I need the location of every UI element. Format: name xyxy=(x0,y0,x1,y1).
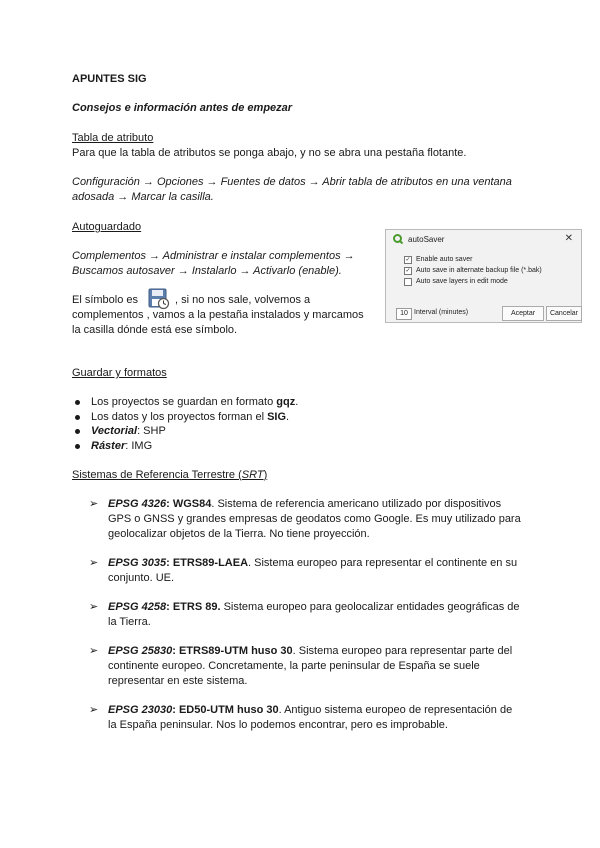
symbol-line2: complementos , vamos a la pestaña instalados y marcamos xyxy=(72,309,364,321)
list-item: ➢ EPSG 23030: ED50-UTM huso 30. Antiguo sistema europeo de representación de la España peninsular. Nos lo podemos encontrar, pero es improbable. xyxy=(89,704,513,731)
bullet-icon xyxy=(75,415,80,420)
list-item: ➢ EPSG 25830: ETRS89-UTM huso 30. Sistema europeo para representar parte del continente europeo. Concretamente, la parte peninsular de España se suele representar en este sistema. xyxy=(89,645,513,687)
symbol-text-b: , si no nos sale, volvemos a xyxy=(175,294,311,306)
list-item: Los datos y los proyectos forman el SIG. xyxy=(91,410,289,425)
dialog-title: autoSaver xyxy=(408,235,445,244)
tabla-text: Para que la tabla de atributos se ponga abajo, y no se abra una pestaña flotante. xyxy=(72,147,467,159)
interval-label: Interval (minutes) xyxy=(414,309,469,316)
tabla-path-line2: adosada → Marcar la casilla. xyxy=(72,191,214,203)
autosaver-dialog xyxy=(385,229,582,323)
arrow-bullet-icon: ➢ xyxy=(89,601,99,613)
autoguardado-heading: Autoguardado xyxy=(72,221,142,233)
list-item: Los proyectos se guardan en formato gqz. xyxy=(91,395,298,410)
close-icon[interactable]: ✕ xyxy=(564,233,573,244)
checkbox-checked-icon[interactable]: ✓ xyxy=(405,256,411,263)
checkbox-checked-icon[interactable]: ✓ xyxy=(405,267,411,274)
list-item: ➢ EPSG 3035: ETRS89-LAEA. Sistema europeo para representar el continente en su conjunto. UE. xyxy=(89,557,518,584)
autoguardado-path-line2: Buscamos autosaver → Instalarlo → Activarlo (enable). xyxy=(72,265,342,277)
formatos-heading: Guardar y formatos xyxy=(72,367,167,379)
save-icon xyxy=(148,288,170,310)
symbol-line3: la casilla dónde está ese símbolo. xyxy=(72,324,238,336)
page-title: APUNTES SIG xyxy=(72,73,147,85)
cancel-button[interactable]: Cancelar xyxy=(546,306,582,321)
checkbox-unchecked-icon[interactable] xyxy=(404,278,412,286)
arrow-bullet-icon: ➢ xyxy=(89,704,99,716)
symbol-text-a: El símbolo es xyxy=(72,294,139,306)
option-edit-mode-label: Auto save layers in edit mode xyxy=(416,278,508,285)
arrow-bullet-icon: ➢ xyxy=(89,498,99,510)
tabla-heading: Tabla de atributo xyxy=(72,132,154,144)
autoguardado-path-line1: Complementos → Administrar e instalar complementos → xyxy=(72,250,355,262)
accept-button[interactable]: Aceptar xyxy=(502,306,544,321)
subtitle: Consejos e información antes de empezar xyxy=(72,102,293,114)
option-backup-label: Auto save in alternate backup file (*.bak) xyxy=(416,267,542,274)
list-item: Ráster: IMG xyxy=(91,439,152,454)
tabla-path-line1: Configuración → Opciones → Fuentes de datos → Abrir tabla de atributos en una ventana xyxy=(72,176,512,188)
list-item: ➢ EPSG 4326: WGS84. Sistema de referencia americano utilizado por dispositivos GPS o GNSS y grandes empresas de geodatos como Google. Es muy utilizado para geolocalizar objetos de la Tierra. No tiene proyección. xyxy=(89,498,521,540)
bullet-icon xyxy=(75,444,80,449)
bullet-icon xyxy=(75,429,80,434)
option-edit-mode[interactable] xyxy=(404,277,508,286)
bullet-icon xyxy=(75,400,80,405)
option-backup[interactable] xyxy=(404,266,542,275)
list-item: Vectorial: SHP xyxy=(91,424,166,439)
list-item: ➢ EPSG 4258: ETRS 89. Sistema europeo para geolocalizar entidades geográficas de la Tierra. xyxy=(89,601,520,628)
interval-input[interactable]: 10 xyxy=(396,308,412,320)
srt-heading: Sistemas de Referencia Terrestre (SRT) xyxy=(72,469,268,481)
option-enable-label: Enable auto saver xyxy=(416,256,473,263)
arrow-bullet-icon: ➢ xyxy=(89,645,99,657)
qgis-icon xyxy=(393,234,403,244)
option-enable[interactable] xyxy=(404,255,472,264)
arrow-bullet-icon: ➢ xyxy=(89,557,99,569)
